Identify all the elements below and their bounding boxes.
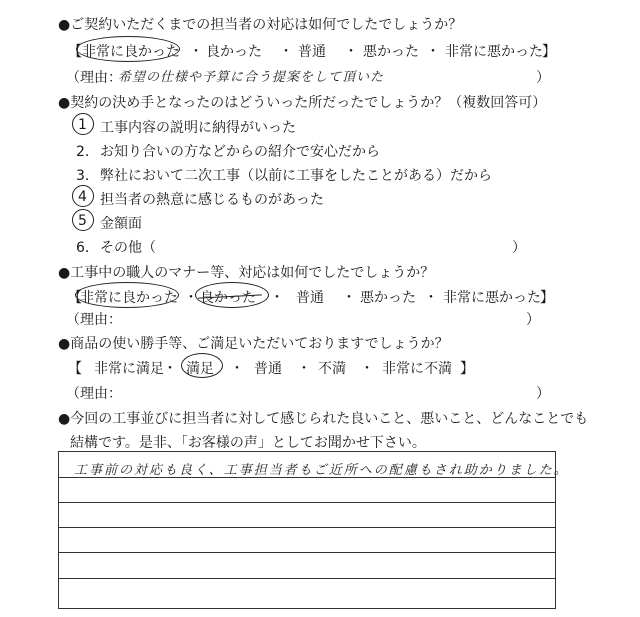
selection-circle bbox=[72, 209, 94, 231]
separator: ・ bbox=[342, 290, 356, 306]
item-text: お知り合いの方などからの紹介で安心だから bbox=[100, 144, 380, 160]
ruled-line bbox=[58, 578, 556, 579]
item-text: 担当者の熱意に感じるものがあった bbox=[100, 192, 324, 208]
item-text: その他（ bbox=[100, 240, 156, 256]
selection-circle bbox=[181, 353, 223, 378]
q3-reason-close: ） bbox=[526, 312, 540, 328]
item-number: 5 bbox=[78, 213, 87, 229]
item-number: 1 bbox=[78, 117, 87, 133]
q4-option-very-unsatisfied[interactable]: 非常に不満 bbox=[382, 361, 452, 377]
q1-option-very-bad[interactable]: 非常に悪かった bbox=[445, 44, 543, 60]
q1-option-good[interactable]: 良かった bbox=[206, 44, 262, 60]
separator: ・ bbox=[297, 361, 311, 377]
q5-answer-handwritten: 工事前の対応も良く、工事担当者もご近所への配慮もされ助かりました。 bbox=[74, 463, 569, 478]
separator: ・ bbox=[184, 290, 198, 306]
box-bottom-border bbox=[58, 608, 556, 609]
q4-option-unsatisfied[interactable]: 不満 bbox=[318, 361, 346, 377]
q3-reason-label: （理由： bbox=[66, 312, 122, 328]
q3-option-good[interactable]: 良かった bbox=[200, 290, 256, 306]
separator: ・ bbox=[163, 361, 177, 377]
q1-option-very-good[interactable]: 非常に良かった bbox=[82, 44, 180, 60]
q4-option-very-satisfied[interactable]: 非常に満足 bbox=[94, 361, 164, 377]
ruled-line bbox=[58, 552, 556, 553]
q3-option-bad[interactable]: 悪かった bbox=[360, 290, 416, 306]
q3-option-very-good[interactable]: 非常に良かった bbox=[80, 290, 178, 306]
q5-question-line2: 結構です。是非、「お客様の声」としてお聞かせ下さい。 bbox=[70, 435, 426, 451]
q1-option-bad[interactable]: 悪かった bbox=[363, 44, 419, 60]
q4-option-satisfied[interactable]: 満足 bbox=[186, 361, 214, 377]
ruled-line bbox=[58, 502, 556, 503]
separator: ・ bbox=[189, 44, 203, 60]
q1-reason-label: （理由： bbox=[66, 70, 122, 86]
selection-circle bbox=[72, 113, 94, 135]
other-close: ） bbox=[512, 240, 526, 256]
item-text: 工事内容の説明に納得がいった bbox=[100, 120, 296, 136]
separator: ・ bbox=[279, 44, 293, 60]
bracket-close: 】 bbox=[540, 290, 554, 306]
q4-option-normal[interactable]: 普通 bbox=[254, 361, 282, 377]
selection-circle bbox=[75, 282, 179, 308]
box-top-border bbox=[58, 451, 556, 452]
selection-circle bbox=[76, 36, 180, 62]
bracket-open: 【 bbox=[68, 361, 82, 377]
item-text: 弊社において二次工事（以前に工事をしたことがある）だから bbox=[100, 168, 492, 184]
q3-option-normal[interactable]: 普通 bbox=[296, 290, 324, 306]
selection-circle bbox=[72, 185, 94, 207]
item-number: 4 bbox=[78, 189, 87, 205]
q1-reason-handwritten[interactable]: 希望の仕様や予算に合う提案をして頂いた bbox=[118, 70, 385, 85]
q3-option-very-bad[interactable]: 非常に悪かった bbox=[443, 290, 541, 306]
q4-reason-label: （理由： bbox=[66, 386, 122, 402]
bracket-open: 【 bbox=[68, 290, 82, 306]
bracket-close: 】 bbox=[542, 44, 556, 60]
q3-question: ●工事中の職人のマナー等、対応は如何でしたでしょうか？ bbox=[58, 265, 435, 281]
q2-question: ●契約の決め手となったのはどういった所だったでしょうか？（複数回答可） bbox=[58, 95, 547, 111]
q5-question-line1: ●今回の工事並びに担当者に対して感じられた良いこと、悪いこと、どんなことでも bbox=[58, 411, 589, 427]
bracket-open: 【 bbox=[68, 44, 82, 60]
separator: ・ bbox=[426, 44, 440, 60]
ruled-line bbox=[58, 527, 556, 528]
q4-question: ●商品の使い勝手等、ご満足いただいておりますでしょうか？ bbox=[58, 336, 449, 352]
item-text: 金額面 bbox=[100, 216, 142, 232]
item-number: 2． bbox=[76, 144, 99, 160]
q1-option-normal[interactable]: 普通 bbox=[298, 44, 326, 60]
item-number: 6． bbox=[76, 240, 99, 256]
item-number: 3． bbox=[76, 168, 99, 184]
box-left-border bbox=[58, 451, 59, 609]
bracket-close: 】 bbox=[460, 361, 474, 377]
separator: ・ bbox=[344, 44, 358, 60]
q4-reason-close: ） bbox=[536, 386, 550, 402]
separator: ・ bbox=[424, 290, 438, 306]
separator: ・ bbox=[270, 290, 284, 306]
q1-reason-close: ） bbox=[536, 70, 550, 86]
q1-question: ●ご契約いただくまでの担当者の対応は如何でしたでしょうか？ bbox=[58, 17, 463, 33]
separator: ・ bbox=[230, 361, 244, 377]
separator: ・ bbox=[360, 361, 374, 377]
